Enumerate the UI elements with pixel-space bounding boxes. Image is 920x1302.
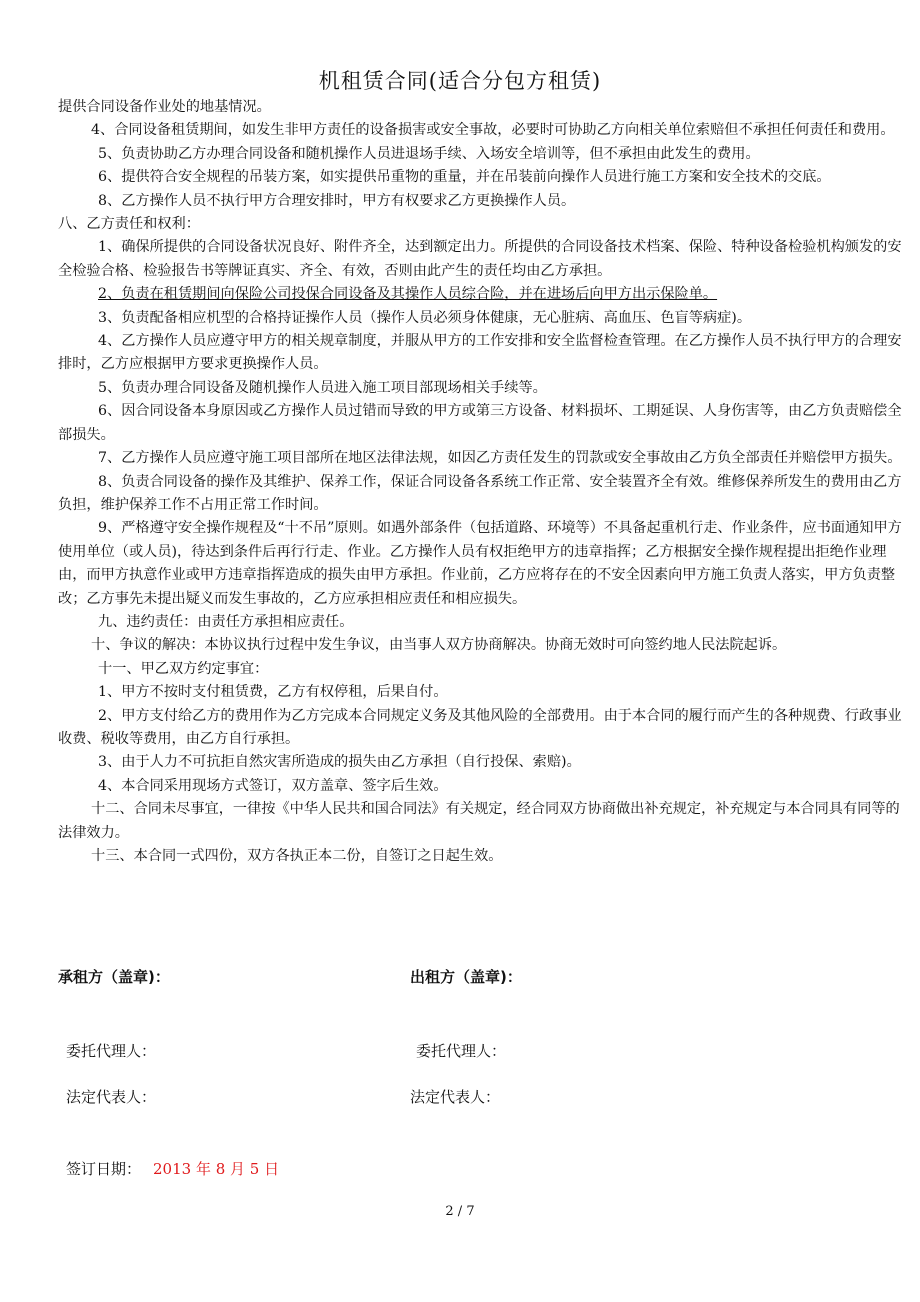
paragraph: 4、合同设备租赁期间，如发生非甲方责任的设备损害或安全事故，必要时可协助乙方向相关单位索赔但不承担任何责任和费用。 [91, 122, 895, 139]
paragraph: 5、负责办理合同设备及随机操作人员进入施工项目部现场相关手续等。 [98, 379, 547, 396]
paragraph: 9、严格遵守安全操作规程及“十不吊”原则。如遇外部条件（包括道路、环境等）不具备起重机行走、作业条件，应书面通知甲方使用单位（或人员)，待达到条件后再行行走、作业。乙方操作人员有权拒绝甲方的违章指挥；乙方根据安全操作规程提出拒绝作业理由，而甲方执意作业或甲方违章指挥造成的损失由甲方承担。作业前，乙方应将存在的不安全因素向甲方施工负责人落实，甲方负责整改；乙方事先未提出疑义而发生事故的，乙方应承担相应责任和相应损失。 [58, 520, 902, 607]
lessee-legal-rep-label: 法定代表人： [66, 1088, 157, 1106]
paragraph: 8、负责合同设备的操作及其维护、保养工作，保证合同设备各系统工作正常、安全装置齐全有效。维修保养所发生的费用由乙方负担，维护保养工作不占用正常工作时间。 [58, 473, 902, 513]
lessee-seal-label: 承租方（盖章)： [58, 968, 170, 986]
paragraph: 4、本合同采用现场方式签订，双方盖章、签字后生效。 [98, 777, 448, 794]
paragraph: 2、甲方支付给乙方的费用作为乙方完成本合同规定义务及其他风险的全部费用。由于本合同的履行而产生的各种规费、行政事业收费、税收等费用，由乙方自行承担。 [58, 707, 902, 747]
signing-date [66, 1158, 279, 1179]
paragraph: 6、提供符合安全规程的吊装方案，如实提供吊重物的重量，并在吊装前向操作人员进行施工方案和安全技术的交底。 [98, 169, 831, 186]
document-title: 机租赁合同(适合分包方租赁) [318, 69, 602, 93]
paragraph: 6、因合同设备本身原因或乙方操作人员过错而导致的甲方或第三方设备、材料损坏、工期延误、人身伤害等，由乙方负责赔偿全部损失。 [58, 403, 902, 443]
paragraph: 5、负责协助乙方办理合同设备和随机操作人员进退场手续、入场安全培训等，但不承担由此发生的费用。 [98, 145, 760, 162]
paragraph: 7、乙方操作人员应遵守施工项目部所在地区法律法规，如因乙方责任发生的罚款或安全事故由乙方负全部责任并赔偿甲方损失。 [98, 450, 902, 467]
page-number: 2 / 7 [445, 1204, 475, 1219]
paragraph: 十一、甲乙双方约定事宜： [98, 660, 269, 677]
paragraph: 提供合同设备作业处的地基情况。 [58, 99, 271, 115]
paragraph: 十二、合同未尽事宜，一律按《中华人民共和国合同法》有关规定，经合同双方协商做出补充规定，补充规定与本合同具有同等的法律效力。 [58, 801, 900, 841]
signing-date-label: 签订日期： [66, 1160, 142, 1178]
lessee-agent-label: 委托代理人： [66, 1042, 157, 1060]
underlined-clause: 2、负责在租赁期间向保险公司投保合同设备及其操作人员综合险，并在进场后向甲方出示保险单。 [98, 286, 718, 303]
lessor-seal-label: 出租方（盖章)： [410, 968, 522, 986]
section-heading: 八、乙方责任和权利： [58, 216, 200, 233]
paragraph: 十、争议的解决：本协议执行过程中发生争议，由当事人双方协商解决。协商无效时可向签约地人民法院起诉。 [91, 637, 787, 654]
contract-body [58, 96, 906, 868]
lessor-agent-label: 委托代理人： [416, 1042, 507, 1060]
paragraph: 8、乙方操作人员不执行甲方合理安排时，甲方有权要求乙方更换操作人员。 [98, 192, 576, 209]
paragraph: 1、确保所提供的合同设备状况良好、附件齐全，达到额定出力。所提供的合同设备技术档案、保险、特种设备检验机构颁发的安全检验合格、检验报告书等牌证真实、齐全、有效，否则由此产生的责任均由乙方承担。 [58, 239, 902, 279]
paragraph: 4、乙方操作人员应遵守甲方的相关规章制度，并服从甲方的工作安排和安全监督检查管理。在乙方操作人员不执行甲方的合理安排时，乙方应根据甲方要求更换操作人员。 [58, 333, 902, 373]
paragraph: 十三、本合同一式四份，双方各执正本二份，自签订之日起生效。 [91, 848, 503, 864]
paragraph: 九、违约责任：由责任方承担相应责任。 [98, 613, 354, 630]
paragraph: 3、由于人力不可抗拒自然灾害所造成的损失由乙方承担（自行投保、索赔)。 [98, 754, 581, 771]
paragraph [58, 283, 906, 306]
paragraph: 1、甲方不按时支付租赁费，乙方有权停租，后果自付。 [98, 684, 448, 701]
signing-date-value: 2013 年 8 月 5 日 [153, 1160, 280, 1178]
lessor-legal-rep-label: 法定代表人： [410, 1088, 501, 1106]
paragraph: 3、负责配备相应机型的合格持证操作人员（操作人员必须身体健康，无心脏病、高血压、色盲等病症)。 [98, 309, 752, 326]
